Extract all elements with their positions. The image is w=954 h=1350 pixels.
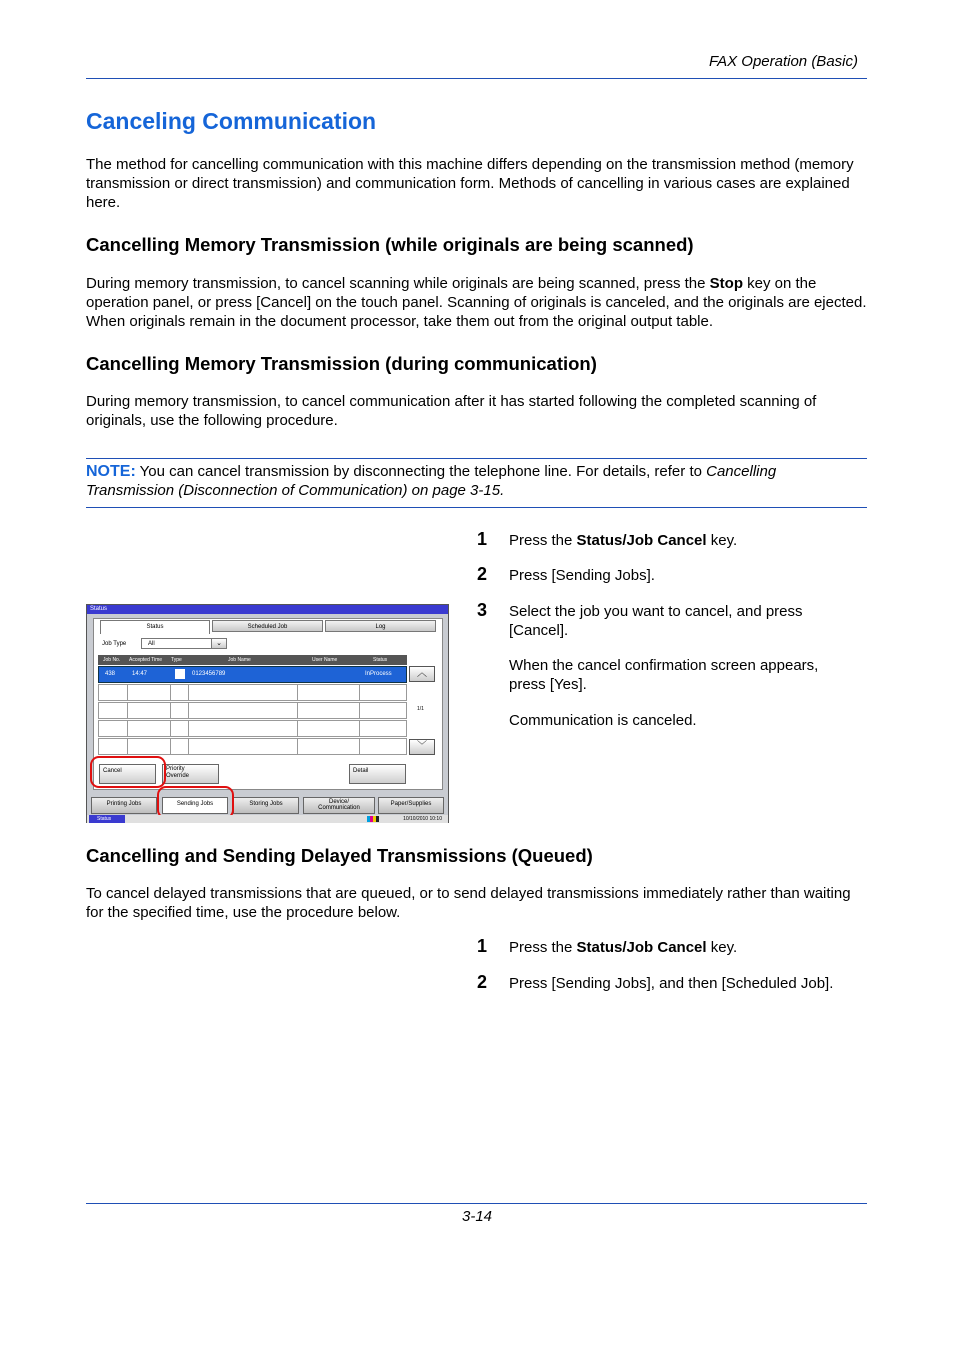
- job-type-value: All: [148, 641, 155, 647]
- tab-storing-jobs[interactable]: Storing Jobs: [233, 797, 299, 814]
- fax-icon: [175, 669, 185, 679]
- note-rule-bottom: [86, 507, 867, 508]
- step-text: Press the Status/Job Cancel key.: [509, 939, 738, 956]
- step-text: Select the job you want to cancel, and press [Cancel].: [509, 603, 803, 639]
- col-job-name: Job Name: [228, 657, 251, 663]
- table-row[interactable]: [98, 666, 407, 683]
- table-row[interactable]: [98, 684, 407, 701]
- step-number: 2: [477, 972, 488, 992]
- status-label[interactable]: Status: [89, 815, 125, 823]
- chevron-down-icon[interactable]: ⌄: [211, 639, 226, 648]
- section1-paragraph: During memory transmission, to cancel scanning while originals are being scanned, press the Stop key on the operation panel, or press [Cancel] on the touch panel. Scanning of originals is canceled, and the originals are ejected. When originals remain in the document processor, take them out from the original output table.: [86, 275, 867, 330]
- job-type-select[interactable]: [141, 638, 227, 649]
- step-text: Press [Sending Jobs].: [509, 567, 655, 584]
- tab-sending-jobs[interactable]: Sending Jobs: [162, 797, 228, 814]
- header-rule: [86, 78, 867, 79]
- status-bar: [87, 815, 448, 823]
- section-header: FAX Operation (Basic): [709, 53, 858, 70]
- job-no: 438: [105, 671, 116, 677]
- page-title: Canceling Communication: [86, 108, 377, 134]
- scroll-down-button[interactable]: [409, 739, 435, 755]
- section3-paragraph: To cancel delayed transmissions that are queued, or to send delayed transmissions immediately rather than waiting for the specified time, use the procedure below.: [86, 885, 851, 921]
- job-status: InProcess: [365, 671, 392, 677]
- step-detail: When the cancel confirmation screen appears, press [Yes].: [509, 657, 819, 693]
- step-number: 1: [477, 936, 488, 956]
- col-user-name: User Name: [312, 657, 338, 663]
- chevron-up-icon: ︿: [417, 668, 427, 679]
- section3-heading: Cancelling and Sending Delayed Transmissions (Queued): [86, 845, 593, 866]
- detail-button[interactable]: Detail: [349, 764, 406, 784]
- page-number: 3-14: [462, 1208, 493, 1225]
- toner-level-icon: [367, 816, 379, 822]
- table-row[interactable]: [98, 720, 407, 737]
- job-type-label: Job Type: [102, 641, 127, 647]
- section2-paragraph: During memory transmission, to cancel communication after it has started following the completed scanning of originals, use the following procedure.: [86, 393, 817, 429]
- tab-scheduled-job[interactable]: Scheduled Job: [212, 620, 323, 632]
- col-type: Type: [171, 657, 182, 663]
- step-number: 3: [477, 600, 488, 620]
- step-text: Press the Status/Job Cancel key.: [509, 532, 738, 549]
- section2-heading: Cancelling Memory Transmission (during communication): [86, 353, 597, 374]
- col-status: Status: [373, 657, 388, 663]
- tab-log[interactable]: Log: [325, 620, 436, 632]
- section1-heading: Cancelling Memory Transmission (while originals are being scanned): [86, 234, 694, 255]
- job-name: 0123456789: [192, 671, 226, 677]
- step-number: 1: [477, 529, 488, 549]
- note-rule-top: [86, 458, 867, 459]
- footer-rule: [86, 1203, 867, 1204]
- scroll-up-button[interactable]: [409, 666, 435, 682]
- priority-override-button[interactable]: Priority Override: [162, 764, 219, 784]
- step-text: Press [Sending Jobs], and then [Scheduled Job].: [509, 975, 834, 992]
- chevron-down-icon: ﹀: [417, 741, 427, 752]
- cancel-button[interactable]: Cancel: [99, 764, 156, 784]
- panel-title: Status: [87, 605, 448, 614]
- step-number: 2: [477, 564, 488, 584]
- tab-paper-supplies[interactable]: Paper/Supplies: [378, 797, 444, 814]
- note-block: NOTE: You can cancel transmission by disconnecting the telephone line. For details, refer to Cancelling Transmission (Disconnection of Communication) on page 3-15.: [86, 463, 777, 499]
- table-row[interactable]: [98, 738, 407, 755]
- tab-status[interactable]: Status: [100, 620, 210, 634]
- step-detail: Communication is canceled.: [509, 712, 697, 729]
- accepted-time: 14:47: [132, 671, 148, 677]
- touch-panel-screenshot: [86, 604, 449, 823]
- table-header: [98, 655, 407, 665]
- col-job-no: Job No.: [103, 657, 121, 663]
- datetime: 10/10/2010 10:10: [403, 816, 442, 822]
- intro-paragraph: The method for cancelling communication with this machine differs depending on the transmission method (memory transmission or direct transmission) and communication form. Methods of cancelling in various cases are explained here.: [86, 156, 854, 211]
- table-row[interactable]: [98, 702, 407, 719]
- tab-printing-jobs[interactable]: Printing Jobs: [91, 797, 157, 814]
- highlight-ring: [90, 756, 166, 788]
- col-accepted-time: Accepted Time: [129, 657, 163, 663]
- page-indicator: 1/1: [417, 706, 424, 712]
- tab-device-communication[interactable]: Device/ Communication: [303, 797, 375, 814]
